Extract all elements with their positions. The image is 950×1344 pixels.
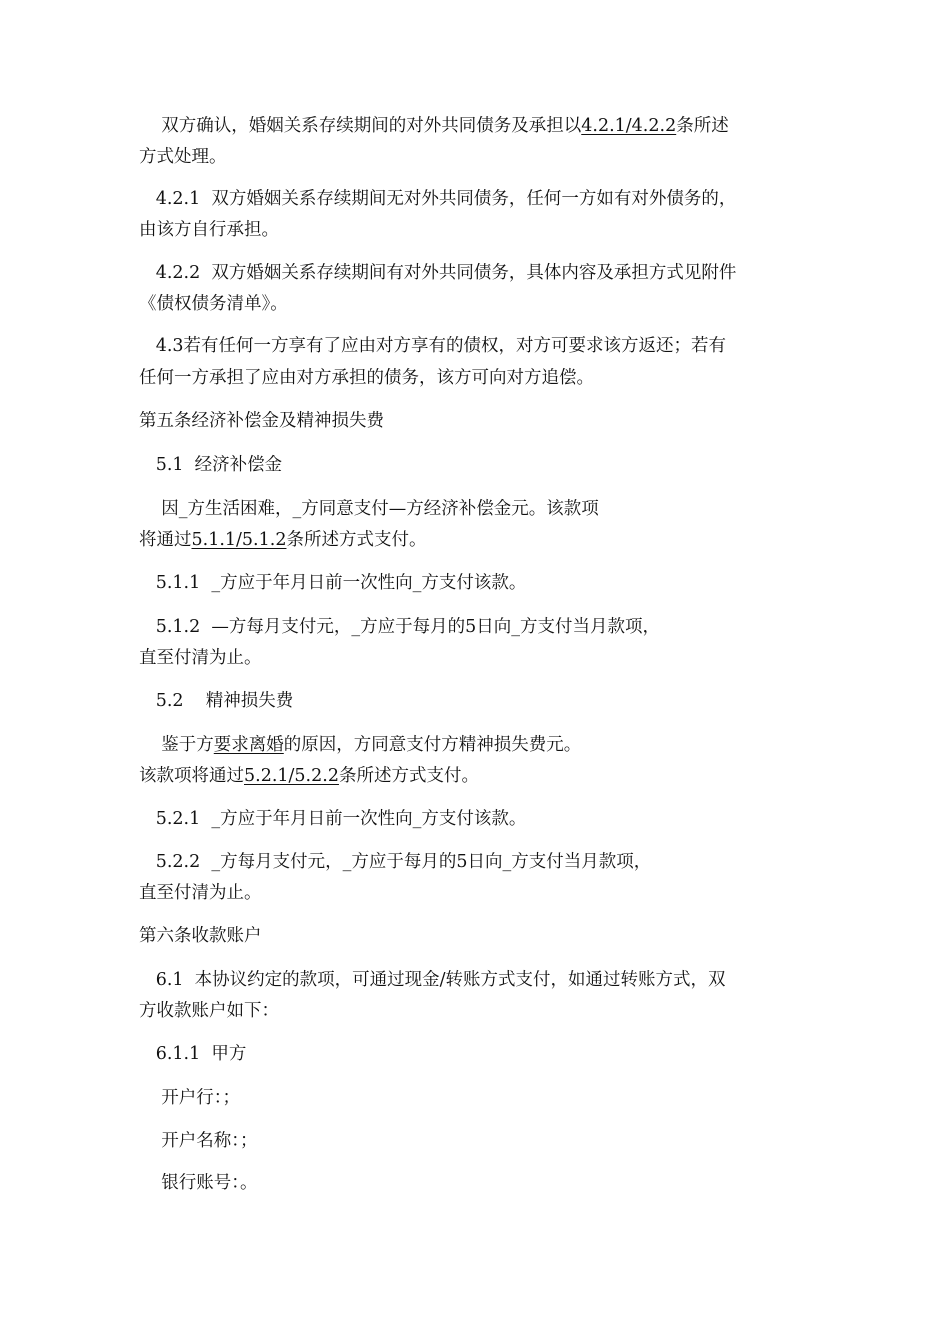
clause-6-1-1: 6.1.1 甲方 [139,1044,247,1064]
clause-5-2-heading: 5.2 精神损失费 [139,691,294,711]
article-5-heading: 第五条经济补偿金及精神损失费 [139,411,384,431]
account-number-field: 银行账号：。 [139,1173,258,1193]
bank-field: 开户行：； [139,1088,241,1108]
paragraph-line: 方收款账户如下： [139,1001,279,1021]
paragraph-line: 《债权债务清单》。 [139,294,288,314]
clause-5-1-heading: 5.1 经济补偿金 [139,455,283,475]
clause-6-1: 6.1 本协议约定的款项，可通过现金/转账方式支付，如通过转账方式，双 [139,970,726,990]
clause-5-2-2: 5.2.2 _方每月支付元，_方应于每月的5日向_方支付当月款项， [139,852,652,872]
paragraph-line: 双方确认，婚姻关系存续期间的对外共同债务及承担以4.2.1/4.2.2条所述 [139,116,729,136]
paragraph-line: 因_方生活困难，_方同意支付—方经济补偿金元。该款项 [139,499,599,519]
clause-5-1-1: 5.1.1 _方应于年月日前一次性向_方支付该款。 [139,573,527,593]
paragraph-line: 直至付清为止。 [139,883,262,903]
underlined-phrase: 要求离婚 [213,735,284,755]
clause-5-1-2: 5.1.2 —方每月支付元，_方应于每月的5日向_方支付当月款项， [139,617,660,637]
paragraph-line: 该款项将通过5.2.1/5.2.2条所述方式支付。 [139,766,479,786]
paragraph-line: 鉴于方要求离婚的原因，方同意支付方精神损失费元。 [139,735,582,755]
clause-4-2-1: 4.2.1 双方婚姻关系存续期间无对外共同债务，任何一方如有对外债务的， [139,189,737,209]
paragraph-line: 方式处理。 [139,147,227,167]
clause-reference: 5.1.1/5.1.2 [191,530,287,550]
account-name-field: 开户名称：； [139,1131,258,1151]
clause-4-2-2: 4.2.2 双方婚姻关系存续期间有对外共同债务，具体内容及承担方式见附件 [139,263,737,283]
paragraph-line: 将通过5.1.1/5.1.2条所述方式支付。 [139,530,427,550]
clause-4-3: 4.3若有任何一方享有了应由对方享有的债权，对方可要求该方返还；若有 [139,336,727,356]
clause-5-2-1: 5.2.1 _方应于年月日前一次性向_方支付该款。 [139,809,527,829]
article-6-heading: 第六条收款账户 [139,926,262,946]
paragraph-line: 直至付清为止。 [139,648,262,668]
clause-reference: 5.2.1/5.2.2 [244,766,339,786]
paragraph-line: 由该方自行承担。 [139,220,279,240]
paragraph-line: 任何一方承担了应由对方承担的债务，该方可向对方追偿。 [139,368,594,388]
clause-reference: 4.2.1/4.2.2 [581,116,677,136]
